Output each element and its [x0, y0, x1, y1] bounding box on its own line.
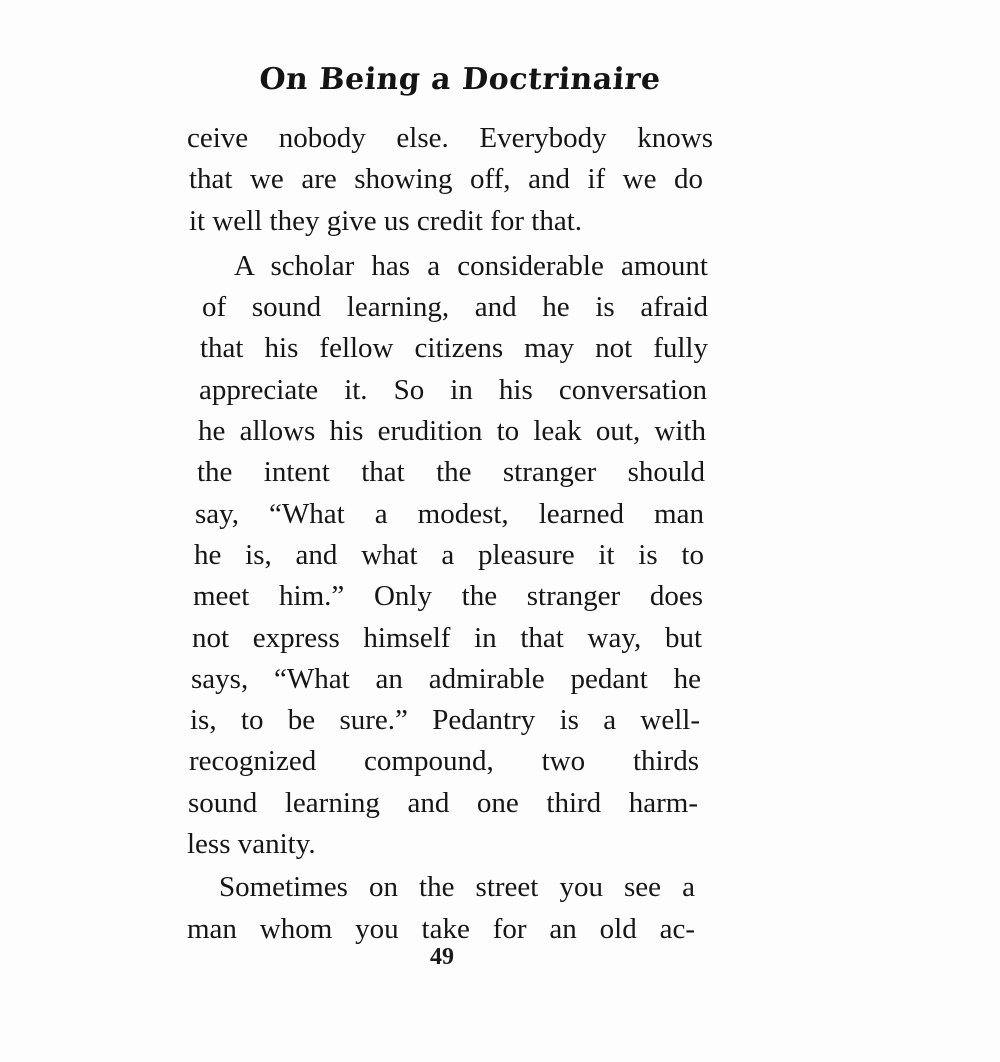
page-number: 49 [430, 944, 454, 970]
text-line: Sometimes on the street you see a [219, 871, 695, 904]
text-line: the intent that the stranger should [197, 456, 705, 489]
text-line: meet him.” Only the stranger does [193, 580, 703, 613]
text-line: ceive nobody else. Everybody knows [187, 122, 713, 154]
text-line: A scholar has a considerable amount [234, 249, 708, 282]
text-line: recognized compound, two thirds [189, 745, 699, 778]
text-line: that we are showing off, and if we do [189, 163, 703, 196]
text-line: he is, and what a pleasure it is to [194, 538, 704, 571]
text-line: it well they give us credit for that. [189, 204, 583, 237]
text-line: of sound learning, and he is afraid [202, 291, 708, 324]
running-head: On Being a Doctrinaire [258, 62, 662, 97]
text-line: is, to be sure.” Pedantry is a well- [190, 704, 700, 737]
text-line: that his fellow citizens may not fully [200, 332, 708, 365]
text-line: less vanity. [187, 828, 316, 861]
text-line: he allows his erudition to leak out, with [198, 415, 706, 448]
text-line: sound learning and one third harm- [188, 786, 698, 819]
text-line: say, “What a modest, learned man [195, 497, 704, 530]
text-line: not express himself in that way, but [192, 621, 702, 654]
text-line: appreciate it. So in his conversation [199, 373, 707, 406]
text-line: says, “What an admirable pedant he [191, 662, 701, 695]
body-text [187, 118, 713, 950]
text-line: man whom you take for an old ac- [187, 912, 695, 945]
